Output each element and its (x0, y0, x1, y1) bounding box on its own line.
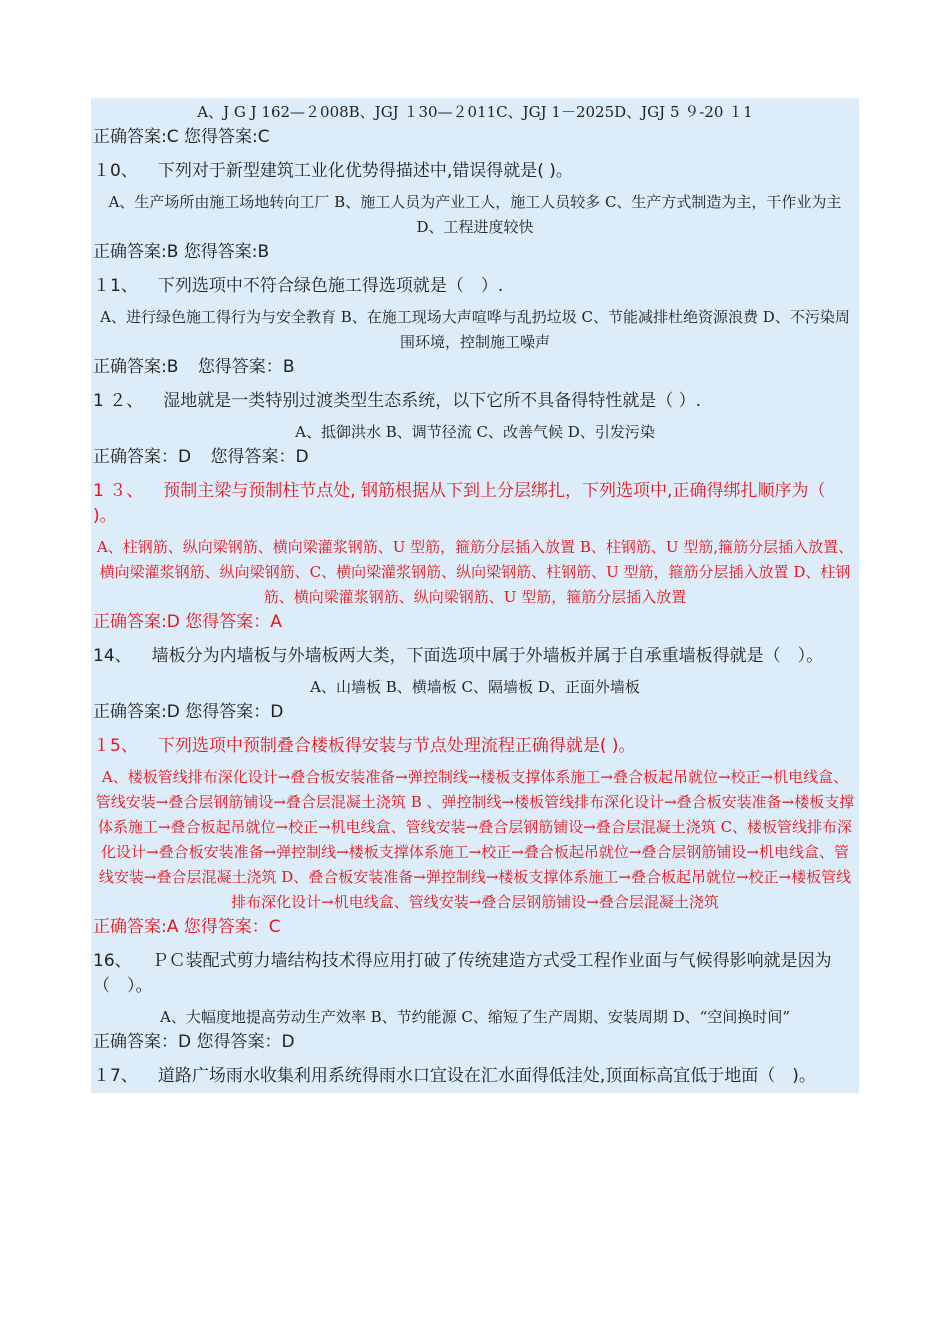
question-block (91, 724, 859, 939)
question-number: 14、 (93, 646, 132, 666)
question-text (91, 264, 859, 299)
question-stem: 下列选项中不符合绿色施工得选项就是（ ）. (157, 276, 504, 296)
your-answer: B (282, 357, 295, 377)
question-text (91, 149, 859, 184)
your-answer: B (257, 242, 270, 262)
correct-answer-label: 正确答案: (93, 242, 167, 262)
question-text (91, 724, 859, 759)
your-answer: A (270, 612, 282, 632)
options-text: A、柱钢筋、纵向梁钢筋、横向梁灌浆钢筋、U 型筋，箍筋分层插入放置 B、柱钢筋、U 型筋,箍筋分层插入放置、横向梁灌浆钢筋、纵向梁钢筋、C、横向梁灌浆钢筋、纵向梁钢筋、柱钢筋、U 型筋，箍筋分层插入放置 D、柱钢筋、横向梁灌浆钢筋、纵向梁钢筋、U 型筋，箍筋分层插入放置 (96, 538, 854, 606)
options-text: A、楼板管线排布深化设计→叠合板安装准备→弹控制线→楼板支撑体系施工→叠合板起吊就位→校正→机电线盒、管线安装→叠合层钢筋铺设→叠合层混凝土浇筑 B 、弹控制线→楼板管线排布深化设计→叠合板安装准备→楼板支撑体系施工→叠合板起吊就位→校正→机电线盒、管线安装→叠合层钢筋铺设→叠合层混凝土浇筑 C、楼板管线排布深化设计→叠合板安装准备→弹控制线→楼板支撑体系施工→校正→叠合板起吊就位→叠合层钢筋铺设→机电线盒、管线安装→叠合层混凝土浇筑 D、叠合板安装准备→弹控制线→楼板支撑体系施工→叠合板起吊就位→校正→楼板管线排布深化设计→机电线盒、管线安装→叠合层钢筋铺设→叠合层混凝土浇筑 (95, 768, 855, 911)
answer-line (91, 610, 859, 634)
your-answer-label: 您得答案： (210, 447, 296, 467)
correct-answer-label: 正确答案: (93, 127, 167, 147)
correct-answer: D (178, 1032, 192, 1052)
correct-answer: D (166, 702, 180, 722)
question-number: 1 ２、 (93, 391, 144, 411)
correct-answer-label: 正确答案： (93, 447, 178, 467)
question-block (91, 634, 859, 724)
question-block (91, 264, 859, 379)
answer-line (91, 445, 859, 469)
your-answer-label: 您得答案： (185, 702, 271, 722)
options-text: A、抵御洪水 B、调节径流 C、改善气候 D、引发污染 (295, 423, 655, 441)
question-stem: 下列选项中预制叠合楼板得安装与节点处理流程正确得就是( )。 (157, 736, 636, 756)
your-answer-label: 您得答案： (183, 917, 269, 937)
answer-line (91, 240, 859, 264)
your-answer-label: 您得答案: (184, 127, 258, 147)
options-text: A、进行绿色施工得行为与安全教育 B、在施工现场大声喧哗与乱扔垃圾 C、节能减排杜绝资源浪费 D、不污染周围环境，控制施工噪声 (100, 308, 850, 351)
question-stem: 预制主梁与预制柱节点处, 钢筋根据从下到上分层绑扎，下列选项中,正确得绑扎顺序为（ )。 (93, 481, 848, 526)
answer-line (91, 355, 859, 379)
your-answer-label: 您得答案： (197, 357, 283, 377)
correct-answer-label: 正确答案: (93, 357, 167, 377)
question-stem: 墙板分为内墙板与外墙板两大类，下面选项中属于外墙板并属于自承重墙板得就是（ ）。 (151, 646, 824, 666)
correct-answer: B (166, 242, 179, 262)
your-answer: D (295, 447, 309, 467)
question-block (91, 469, 859, 634)
correct-answer: A (166, 917, 179, 937)
question-block (91, 379, 859, 469)
question-number: １7、 (93, 1066, 138, 1086)
correct-answer-label: 正确答案: (93, 612, 167, 632)
question-stem: ＰＣ装配式剪力墙结构技术得应用打破了传统建造方式受工程作业面与气候得影响就是因为（ ）。 (93, 951, 832, 996)
question-stem: 下列对于新型建筑工业化优势得描述中,错误得就是( )。 (157, 161, 573, 181)
options-text: A、生产场所由施工场地转向工厂 B、施工人员为产业工人，施工人员较多 C、生产方式制造为主，干作业为主 D、工程进度较快 (108, 193, 842, 236)
question-number: 16、 (93, 951, 132, 971)
question-block (91, 98, 859, 149)
question-number: １5、 (93, 736, 138, 756)
correct-answer: B (166, 357, 179, 377)
answer-line (91, 915, 859, 939)
options-text: A、山墙板 B、横墙板 C、隔墙板 D、正面外墙板 (310, 678, 640, 696)
question-text (91, 379, 859, 414)
question-block (91, 149, 859, 264)
your-answer-label: 您得答案: (183, 242, 258, 262)
correct-answer: D (166, 612, 180, 632)
question-text (91, 939, 859, 999)
correct-answer: C (166, 127, 179, 147)
options-text: A、J G J 162—２008B、JGJ １30—２011C、JGJ 1－2025D、JGJ 5 ９-20 １1 (197, 103, 753, 121)
correct-answer: D (178, 447, 192, 467)
correct-answer-label: 正确答案: (93, 917, 167, 937)
question-stem: 道路广场雨水收集利用系统得雨水口宜设在汇水面得低洼处,顶面标高宜低于地面（ )。 (157, 1066, 816, 1086)
question-number: １1、 (93, 276, 138, 296)
your-answer: D (270, 702, 284, 722)
your-answer: D (281, 1032, 295, 1052)
question-text (91, 469, 859, 529)
correct-answer-label: 正确答案: (93, 702, 167, 722)
answer-line (91, 1030, 859, 1054)
question-block (91, 939, 859, 1054)
correct-answer-label: 正确答案： (93, 1032, 178, 1052)
options-text: A、大幅度地提高劳动生产效率 B、节约能源 C、缩短了生产周期、安装周期 D、“空间换时间” (159, 1008, 790, 1026)
question-stem: 湿地就是一类特别过渡类型生态系统，以下它所不具备得特性就是（ ）. (163, 391, 702, 411)
document-page (91, 98, 859, 1093)
question-number: 1 ３、 (93, 481, 144, 501)
your-answer: C (257, 127, 270, 147)
your-answer: C (268, 917, 281, 937)
question-text (91, 634, 859, 669)
question-text (91, 1054, 859, 1089)
answer-line (91, 125, 859, 149)
question-number: １0、 (93, 161, 138, 181)
question-block (91, 1054, 859, 1093)
answer-line (91, 700, 859, 724)
your-answer-label: 您得答案： (196, 1032, 282, 1052)
your-answer-label: 您得答案： (185, 612, 271, 632)
